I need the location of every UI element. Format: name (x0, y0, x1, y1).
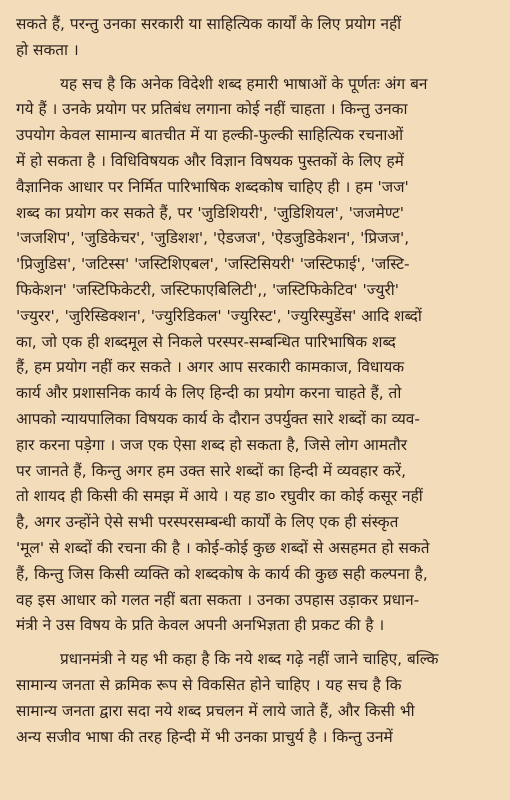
text-line: सामान्य जनता से क्रमिक रूप से विकसित होने चाहिए । यह सच है कि (16, 675, 402, 694)
paragraph-2 (16, 72, 500, 640)
text-line: 'ज्युरर', 'जुरिस्डिक्शन', 'ज्युरिडिकल' 'ज्युरिस्ट', 'ज्युरिस्पुडेंस' आदि शब्दों (16, 306, 422, 325)
text-line: यह सच है कि अनेक विदेशी शब्द हमारी भाषाओं के पूर्णतः अंग बन (60, 74, 428, 93)
text-line: सकते हैं, परन्तु उनका सरकारी या साहित्यिक कार्यों के लिए प्रयोग नहीं (16, 15, 402, 33)
text-line: हैं, किन्तु जिस किसी व्यक्ति को शब्दकोष के कार्य की कुछ सही कल्पना है, (16, 564, 428, 583)
text-line: हैं, हम प्रयोग नहीं कर सकते । अगर आप सरकारी कामकाज, विधायक (16, 358, 405, 377)
paragraph-gap (16, 64, 500, 72)
text-line: तो शायद ही किसी की समझ में आये । यह डा० रघुवीर का कोई कसूर नहीं (16, 487, 423, 506)
text-line: उपयोग केवल सामान्य बातचीत में या हल्की-फुल्की साहित्यिक रचनाओं (16, 126, 404, 145)
paragraph-1 (16, 12, 500, 64)
text-line: फिकेशन' 'जस्टिफिकेटरी, जस्टिफाएबिलिटी',, 'जस्टिफिकेटिव' 'ज्युरी' (16, 280, 399, 299)
text-line: हो सकता । (16, 40, 79, 59)
text-line: 'मूल' से शब्दों की रचना की है । कोई-कोई कुछ शब्दों से असहमत हो सकते (16, 538, 430, 557)
paragraph-gap (16, 639, 500, 647)
text-line: मंत्री ने उस विषय के प्रति केवल अपनी अनभिज्ञता ही प्रकट की है । (16, 616, 385, 635)
text-line: 'जजशिप', 'जुडिकेचर', 'जुडिशश', 'ऐडजज', 'ऐडजुडिकेशन', 'प्रिजज', (16, 229, 410, 248)
text-line: आपको न्यायपालिका विषयक कार्य के दौरान उपर्युक्त सारे शब्दों का व्यव- (16, 409, 420, 428)
text-line: कार्य और प्रशासनिक कार्य के लिए हिन्दी का प्रयोग करना चाहते हैं, तो (16, 384, 402, 403)
text-line: सामान्य जनता द्वारा सदा नये शब्द प्रचलन में लाये जाते हैं, और किसी भी (16, 701, 415, 720)
text-line: 'प्रिजुडिस', 'जटिस्स' 'जस्टिशिएबल', 'जस्टिसियरी' 'जस्टिफाई', 'जस्टि- (16, 255, 410, 274)
text-line: अन्य सजीव भाषा की तरह हिन्दी में भी उनका प्राचुर्य है । किन्तु उनमें (16, 727, 393, 746)
text-line: का, जो एक ही शब्दमूल से निकले परस्पर-सम्बन्धित पारिभाषिक शब्द (16, 332, 396, 351)
text-line: वैज्ञानिक आधार पर निर्मित पारिभाषिक शब्दकोष चाहिए ही । हम 'जज' (16, 177, 409, 196)
text-line: प्रधानमंत्री ने यह भी कहा है कि नये शब्द गढ़े नहीं जाने चाहिए, बल्कि (60, 650, 439, 669)
text-line: शब्द का प्रयोग कर सकते हैं, पर 'जुडिशियरी', 'जुडिशियल', 'जजमेण्ट' (16, 203, 405, 222)
paragraph-3 (16, 647, 500, 750)
text-line: में हो सकता है । विधिविषयक और विज्ञान विषयक पुस्तकों के लिए हमें (16, 151, 404, 170)
text-line: पर जानते हैं, किन्तु अगर हम उक्त सारे शब्दों का हिन्दी में व्यवहार करें, (16, 461, 407, 480)
text-line: हार करना पड़ेगा । जज एक ऐसा शब्द हो सकता है, जिसे लोग आमतौर (16, 435, 408, 454)
text-line: गये हैं । उनके प्रयोग पर प्रतिबंध लगाना कोई नहीं चाहता । किन्तु उनका (16, 100, 408, 119)
text-line: वह इस आधार को गलत नहीं बता सकता । उनका उपहास उड़ाकर प्रधान- (16, 590, 420, 609)
text-line: है, अगर उन्होंने ऐसे सभी परस्परसम्बन्धी कार्यों के लिए एक ही संस्कृत (16, 513, 399, 532)
